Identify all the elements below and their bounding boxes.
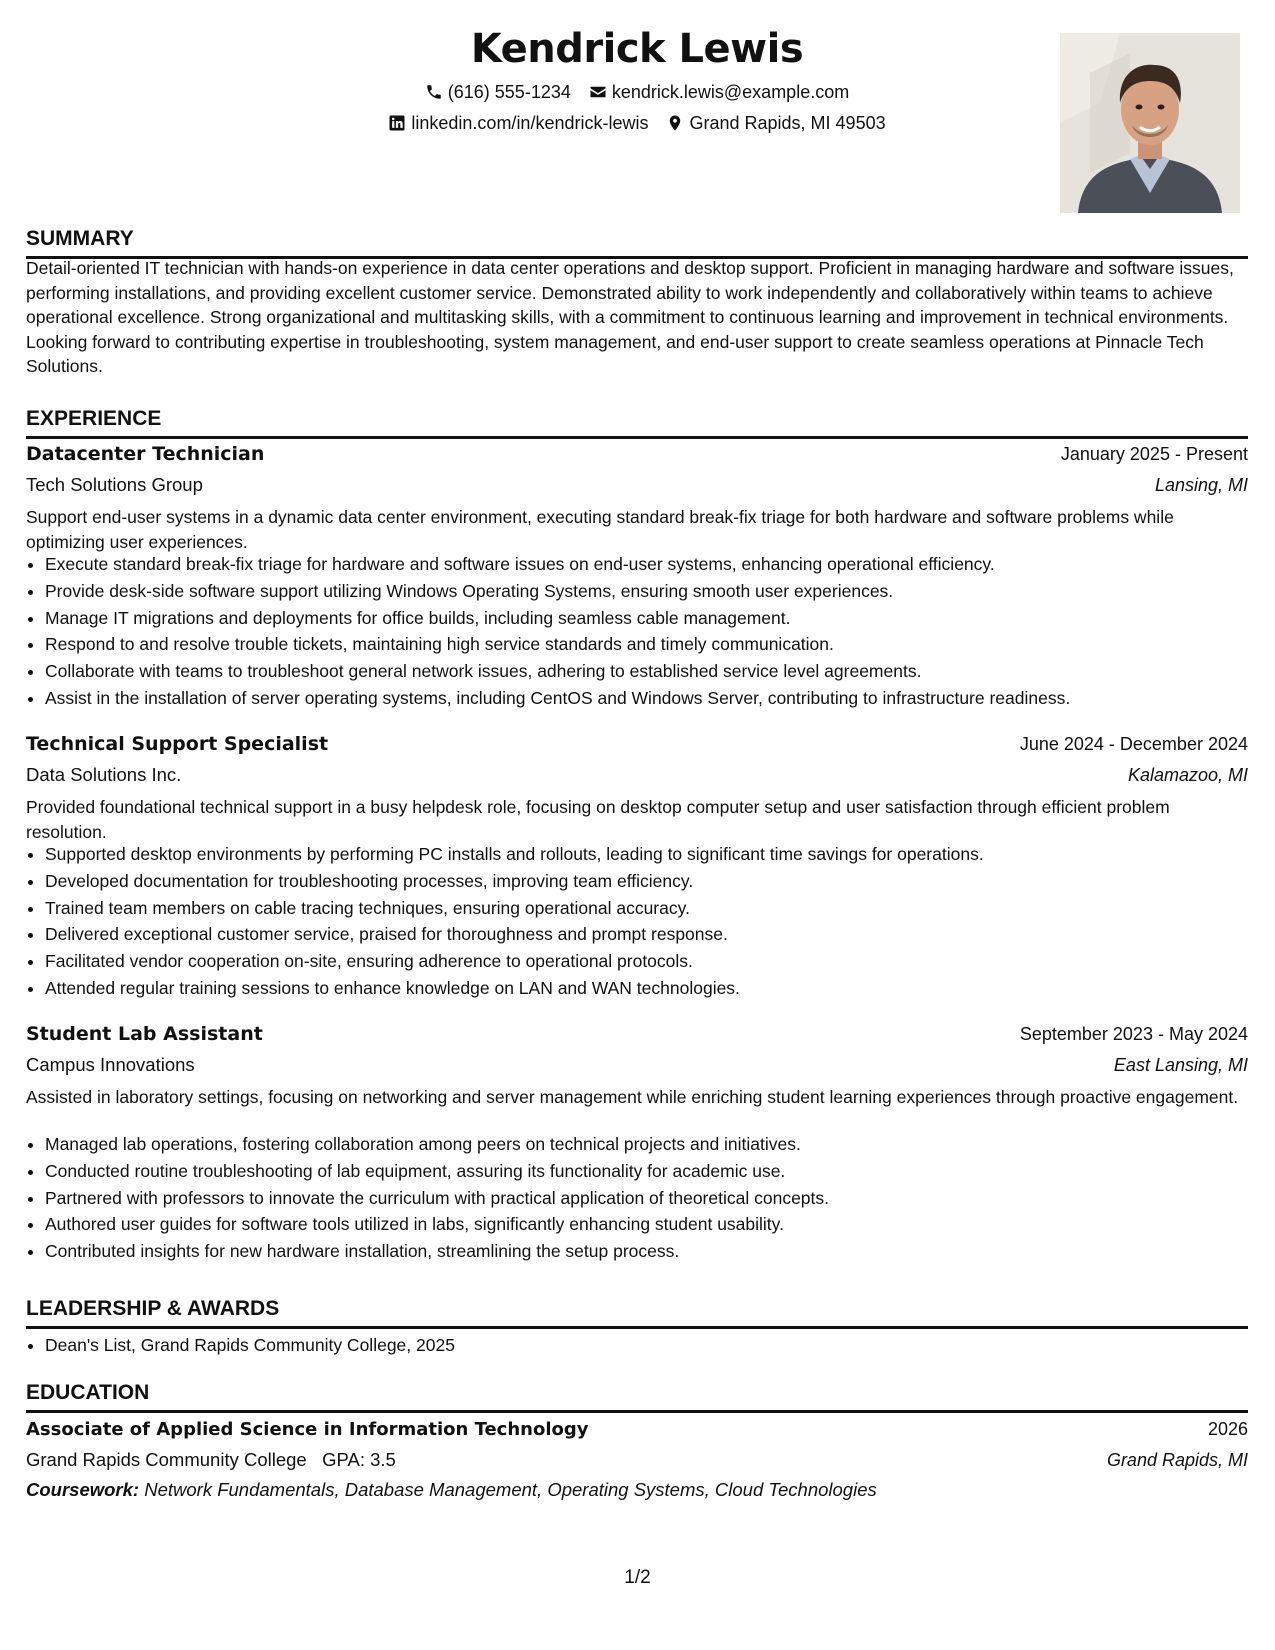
job-title: Datacenter Technician <box>26 443 265 465</box>
envelope-icon <box>589 83 607 101</box>
list-item: • Developed documentation for troubleshooting processes, improving team efficiency. <box>45 868 1267 895</box>
list-item: • Delivered exceptional customer service, praised for thoroughness and prompt response. <box>45 921 1267 948</box>
list-item: • Manage IT migrations and deployments for office builds, including seamless cable management. <box>45 605 1267 632</box>
job-description: Provided foundational technical support in a busy helpdesk role, focusing on desktop computer setup and user satisfaction through efficient problem resolution. <box>26 797 1170 842</box>
school-line <box>26 1447 396 1473</box>
job-description: Assisted in laboratory settings, focusing on networking and server management while enriching student learning experiences through proactive engagement. <box>26 1087 1239 1107</box>
leadership-bullets <box>26 1332 1267 1359</box>
job-dates: September 2023 - May 2024 <box>1019 1024 1248 1044</box>
location-text: Grand Rapids, MI 49503 <box>689 113 886 133</box>
list-item: • Managed lab operations, fostering collaboration among peers on technical projects and initiatives. <box>45 1131 1267 1158</box>
resume-page <box>26 0 1248 1650</box>
job-location: East Lansing, MI <box>1113 1055 1248 1075</box>
map-pin-icon <box>666 114 684 132</box>
page-number: 1/2 <box>624 1567 651 1588</box>
job-bullets <box>26 841 1267 1002</box>
job-bullets <box>26 1131 1267 1265</box>
graduation-year: 2026 <box>1207 1419 1248 1439</box>
school-location: Grand Rapids, MI <box>1106 1450 1248 1470</box>
job-description: Support end-user systems in a dynamic data center environment, executing standard break-fix triage for both hardware and software problems while optimizing user experiences. <box>26 507 1174 552</box>
email-text: kendrick.lewis@example.com <box>611 82 850 102</box>
list-item: • Conducted routine troubleshooting of lab equipment, assuring its functionality for academic use. <box>45 1158 1267 1185</box>
job-company: Campus Innovations <box>26 1054 195 1075</box>
section-title-education: EDUCATION <box>26 1380 1248 1413</box>
candidate-name: Kendrick Lewis <box>470 26 804 72</box>
phone-icon <box>425 83 443 101</box>
list-item: • Respond to and resolve trouble tickets, maintaining high service standards and timely communication. <box>45 631 1267 658</box>
list-item: • Facilitated vendor cooperation on-site, ensuring adherence to operational protocols. <box>45 948 1267 975</box>
job-company: Data Solutions Inc. <box>26 764 182 785</box>
list-item: • Authored user guides for software tools utilized in labs, significantly enhancing student usability. <box>45 1211 1267 1238</box>
job-title: Student Lab Assistant <box>26 1023 263 1045</box>
list-item: • Provide desk-side software support utilizing Windows Operating Systems, ensuring smooth user experiences. <box>45 578 1267 605</box>
job-title: Technical Support Specialist <box>26 733 329 755</box>
section-title-summary: SUMMARY <box>26 226 1248 259</box>
job-location: Kalamazoo, MI <box>1127 765 1248 785</box>
contact-linkedin[interactable] <box>388 111 648 135</box>
school-name: Grand Rapids Community College <box>26 1449 307 1470</box>
job-dates: June 2024 - December 2024 <box>1019 734 1248 754</box>
linkedin-icon <box>388 114 406 132</box>
linkedin-text: linkedin.com/in/kendrick-lewis <box>411 113 649 133</box>
list-item: • Contributed insights for new hardware installation, streamlining the setup process. <box>45 1238 1267 1265</box>
coursework-line <box>26 1477 877 1503</box>
job-location: Lansing, MI <box>1154 475 1248 495</box>
job-bullets <box>26 551 1267 712</box>
list-item: • Dean's List, Grand Rapids Community College, 2025 <box>45 1332 1267 1359</box>
summary-text: Detail-oriented IT technician with hands-on experience in data center operations and desktop support. Proficient in managing hardware and software issues, performing installations, and providing excellent customer service. Demonstrated ability to work independently and collaboratively within teams to achieve operational excellence. Strong organizational and multitasking skills, with a commitment to continuous learning and improvement in technical environments. Looking forward to contributing expertise in troubleshooting, system management, and end-user support to create seamless operations at Pinnacle Tech Solutions. <box>26 258 1234 376</box>
contact-phone[interactable] <box>425 80 571 104</box>
gpa: GPA: 3.5 <box>322 1449 396 1470</box>
degree-title: Associate of Applied Science in Information Technology <box>26 1419 589 1440</box>
job-company: Tech Solutions Group <box>26 474 203 495</box>
list-item: • Assist in the installation of server operating systems, including CentOS and Windows Server, contributing to infrastructure readiness. <box>45 685 1267 712</box>
job-dates: January 2025 - Present <box>1060 444 1248 464</box>
list-item: • Execute standard break-fix triage for hardware and software issues on end-user systems, enhancing operational efficiency. <box>45 551 1267 578</box>
section-title-experience: EXPERIENCE <box>26 406 1248 439</box>
section-title-leadership: LEADERSHIP & AWARDS <box>26 1296 1248 1329</box>
coursework-label: Coursework: <box>26 1479 140 1500</box>
list-item: • Collaborate with teams to troubleshoot general network issues, adhering to established service level agreements. <box>45 658 1267 685</box>
contact-email[interactable] <box>589 80 849 104</box>
resume-header <box>26 22 1248 212</box>
profile-photo <box>1060 33 1240 213</box>
list-item: • Trained team members on cable tracing techniques, ensuring operational accuracy. <box>45 895 1267 922</box>
contact-location <box>666 111 885 135</box>
list-item: • Supported desktop environments by performing PC installs and rollouts, leading to significant time savings for operations. <box>45 841 1267 868</box>
coursework-list: Network Fundamentals, Database Management, Operating Systems, Cloud Technologies <box>144 1479 877 1500</box>
list-item: • Partnered with professors to innovate the curriculum with practical application of theoretical concepts. <box>45 1185 1267 1212</box>
list-item: • Attended regular training sessions to enhance knowledge on LAN and WAN technologies. <box>45 975 1267 1002</box>
phone-text: (616) 555-1234 <box>447 82 571 102</box>
